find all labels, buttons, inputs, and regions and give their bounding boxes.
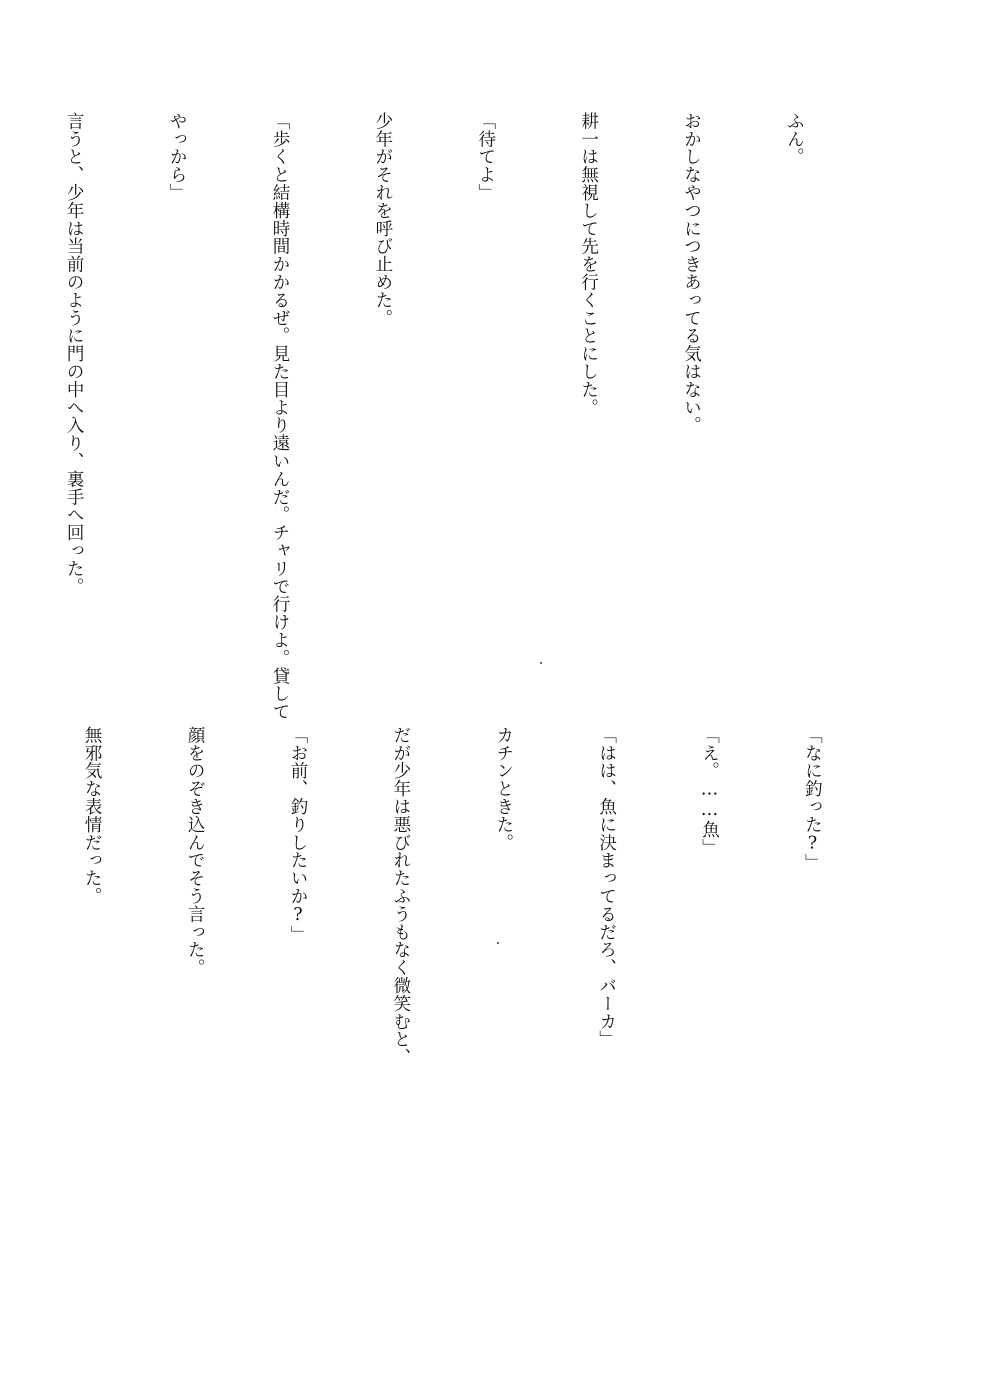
text-line: ふん。 <box>784 112 805 166</box>
bottom-text-block <box>82 726 898 1286</box>
text-line: やっから」 <box>167 112 188 202</box>
text-line: 言うと、少年は当前のように門の中へ入り、裏手へ回った。 <box>64 112 85 596</box>
text-line: カチンときた。 <box>493 726 514 852</box>
text-line: 「お前、釣りしたいか?」 <box>287 726 308 944</box>
text-line: 「え。……魚」 <box>699 726 720 857</box>
text-line: 耕一は無視して先を行くことにした。 <box>578 112 599 417</box>
scan-speck <box>497 942 499 944</box>
text-line: 無邪気な表情だった。 <box>82 726 103 905</box>
text-line: 顔をのぞき込んでそう言った。 <box>185 726 206 977</box>
text-line: 「歩くと結構時間かかるぜ。見た目より遠いんだ。チャリで行けよ。貸して <box>269 112 290 721</box>
scan-speck <box>540 662 542 664</box>
text-line: 「なに釣った?」 <box>802 726 823 872</box>
text-line <box>0 726 6 1286</box>
text-line: 「待てよ」 <box>475 112 496 202</box>
text-line: おかしなやつにつきあってる気はない。 <box>681 112 702 435</box>
text-line: だが少年は悪びれたふうもなく微笑むと、 <box>390 726 411 1067</box>
top-text-block <box>64 112 880 721</box>
text-line: 「はは、魚に決まってるだろ、バーカ」 <box>596 726 617 1049</box>
text-line: 少年がそれを呼び止めた。 <box>372 112 393 327</box>
